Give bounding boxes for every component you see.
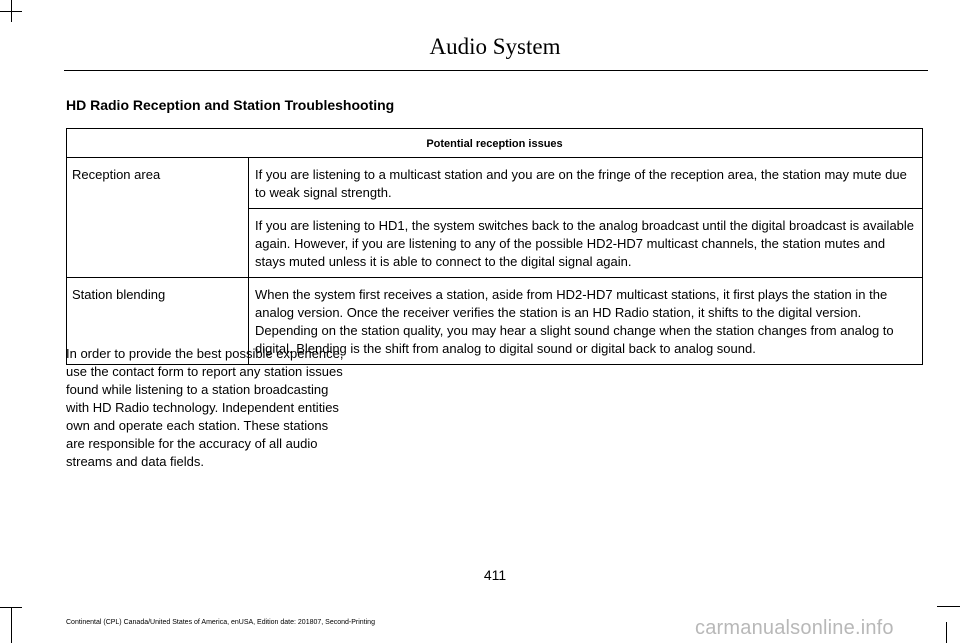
table-caption: Potential reception issues bbox=[67, 129, 923, 158]
row-label-reception-area: Reception area bbox=[67, 158, 249, 278]
crop-mark-top-left-horizontal bbox=[0, 11, 22, 12]
page-number: 411 bbox=[483, 567, 507, 583]
page-header-title: Audio System bbox=[429, 34, 561, 59]
header-rule bbox=[64, 70, 928, 71]
crop-mark-bottom-left-horizontal bbox=[0, 607, 22, 608]
reception-issues-table bbox=[66, 128, 923, 365]
row-label-station-blending: Station blending bbox=[67, 278, 249, 365]
crop-mark-bottom-left-vertical bbox=[11, 607, 12, 643]
row-description: When the system first receives a station, aside from HD2-HD7 multicast stations, it first plays the station in the analog version. Once the receiver verifies the station is an HD Radio station, it shifts to the digital version. Depending on the station quality, you may hear a slight sound change when the station changes from analog to digital. Blending is the shift from analog to digital sound or digital back to analog sound. bbox=[249, 278, 923, 365]
table-header-row bbox=[67, 129, 923, 158]
table-row bbox=[67, 158, 923, 209]
crop-mark-bottom-right-horizontal bbox=[937, 606, 960, 607]
section-heading: HD Radio Reception and Station Troubleshooting bbox=[66, 97, 395, 113]
watermark: carmanualsonline.info bbox=[695, 617, 894, 639]
row-description: If you are listening to HD1, the system switches back to the analog broadcast until the digital broadcast is available again. However, if you are listening to any of the possible HD2-HD7 multicast channels, the station mutes and stays muted unless it is able to connect to the digital signal again. bbox=[249, 209, 923, 278]
edition-footer: Continental (CPL) Canada/United States of America, enUSA, Edition date: 201807, Second-Printing bbox=[66, 619, 375, 626]
row-description: If you are listening to a multicast station and you are on the fringe of the reception area, the station may mute due to weak signal strength. bbox=[249, 158, 923, 209]
crop-mark-bottom-right-vertical bbox=[946, 622, 947, 643]
body-paragraph: In order to provide the best possible experience, use the contact form to report any station issues found while listening to a station broadcasting with HD Radio technology. Independent entities own and operate each station. These stations are responsible for the accuracy of all audio streams and data fields. bbox=[66, 346, 344, 469]
